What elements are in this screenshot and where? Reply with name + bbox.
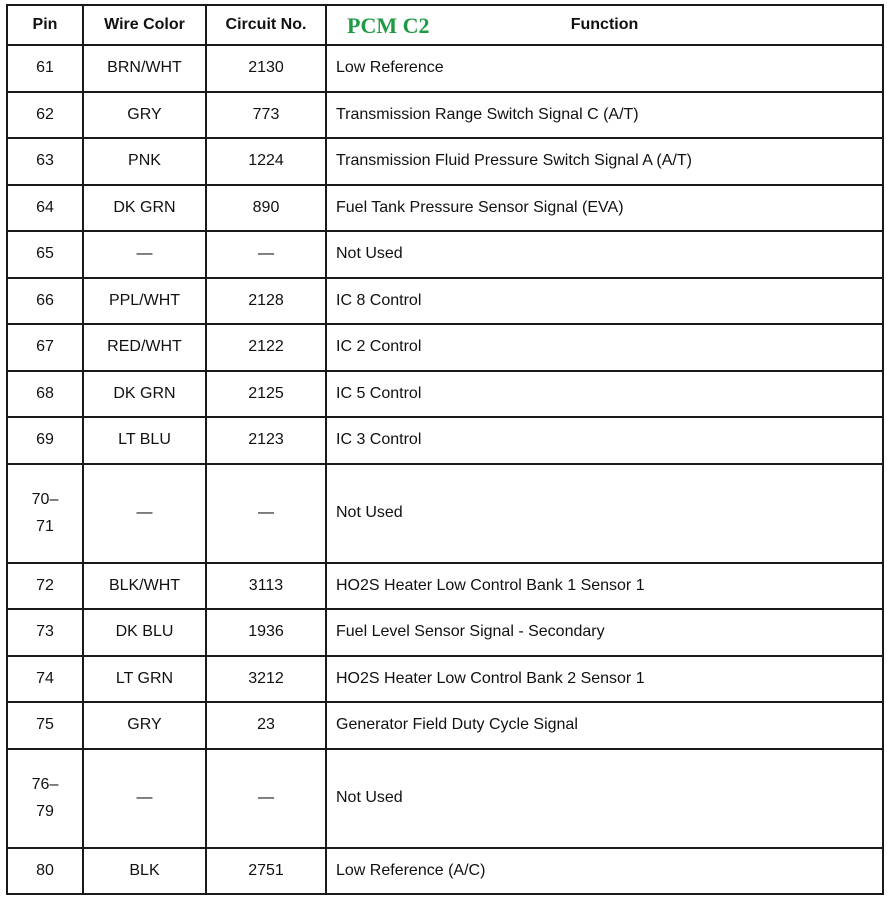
function-cell: IC 8 Control — [326, 278, 883, 325]
pin-cell: 73 — [7, 609, 83, 656]
table-row — [7, 749, 883, 848]
function-cell: Fuel Tank Pressure Sensor Signal (EVA) — [326, 185, 883, 232]
wire-color-cell: — — [83, 231, 206, 278]
function-cell: Low Reference (A/C) — [326, 848, 883, 895]
circuit-cell: 3212 — [206, 656, 326, 703]
circuit-cell: — — [206, 464, 326, 563]
function-cell: Fuel Level Sensor Signal - Secondary — [326, 609, 883, 656]
pin-cell: 65 — [7, 231, 83, 278]
circuit-cell: — — [206, 231, 326, 278]
header-function — [326, 5, 883, 45]
pin-cell: 61 — [7, 45, 83, 92]
circuit-cell: 23 — [206, 702, 326, 749]
circuit-cell: 2130 — [206, 45, 326, 92]
header-row — [7, 5, 883, 45]
wire-color-cell: — — [83, 749, 206, 848]
function-cell: Not Used — [326, 231, 883, 278]
header-function-label: Function — [570, 16, 639, 33]
table-row — [7, 848, 883, 895]
pin-cell: 69 — [7, 417, 83, 464]
pin-cell: 66 — [7, 278, 83, 325]
pin-cell: 80 — [7, 848, 83, 895]
function-cell: Transmission Range Switch Signal C (A/T) — [326, 92, 883, 139]
circuit-cell: 2751 — [206, 848, 326, 895]
pin-cell: 64 — [7, 185, 83, 232]
pin-cell: 72 — [7, 563, 83, 610]
header-pin: Pin — [7, 5, 83, 45]
wire-color-cell: BLK — [83, 848, 206, 895]
pin-cell — [7, 464, 83, 563]
wire-color-cell: BLK/WHT — [83, 563, 206, 610]
wire-color-cell: DK BLU — [83, 609, 206, 656]
function-cell: IC 3 Control — [326, 417, 883, 464]
pin-cell: 63 — [7, 138, 83, 185]
connector-label: PCM C2 — [347, 13, 430, 38]
pin-range: 76– 79 — [31, 776, 59, 820]
function-cell: Generator Field Duty Cycle Signal — [326, 702, 883, 749]
function-cell: HO2S Heater Low Control Bank 2 Sensor 1 — [326, 656, 883, 703]
wire-color-cell: PNK — [83, 138, 206, 185]
circuit-cell: 2123 — [206, 417, 326, 464]
circuit-cell: 2125 — [206, 371, 326, 418]
table-row — [7, 324, 883, 371]
wire-color-cell: DK GRN — [83, 185, 206, 232]
table-row — [7, 417, 883, 464]
wire-color-cell: LT GRN — [83, 656, 206, 703]
wire-color-cell: GRY — [83, 92, 206, 139]
table-row — [7, 656, 883, 703]
wire-color-cell: — — [83, 464, 206, 563]
table-row — [7, 231, 883, 278]
table-row — [7, 371, 883, 418]
pin-range: 70– 71 — [31, 491, 59, 535]
pin-cell: 75 — [7, 702, 83, 749]
table-row — [7, 185, 883, 232]
table-row — [7, 45, 883, 92]
table-row — [7, 138, 883, 185]
table-row — [7, 278, 883, 325]
wire-color-cell: GRY — [83, 702, 206, 749]
function-cell: Transmission Fluid Pressure Switch Signal A (A/T) — [326, 138, 883, 185]
circuit-cell: 1936 — [206, 609, 326, 656]
pin-cell: 68 — [7, 371, 83, 418]
circuit-cell: 773 — [206, 92, 326, 139]
table-row — [7, 464, 883, 563]
circuit-cell: 2122 — [206, 324, 326, 371]
wire-color-cell: LT BLU — [83, 417, 206, 464]
pin-cell — [7, 749, 83, 848]
function-cell: IC 2 Control — [326, 324, 883, 371]
function-cell: Not Used — [326, 749, 883, 848]
pin-cell: 67 — [7, 324, 83, 371]
circuit-cell: 1224 — [206, 138, 326, 185]
function-cell: IC 5 Control — [326, 371, 883, 418]
table-row — [7, 563, 883, 610]
pin-cell: 62 — [7, 92, 83, 139]
wire-color-cell: DK GRN — [83, 371, 206, 418]
header-wire-color: Wire Color — [83, 5, 206, 45]
function-cell: Not Used — [326, 464, 883, 563]
circuit-cell: 3113 — [206, 563, 326, 610]
header-circuit: Circuit No. — [206, 5, 326, 45]
function-cell: HO2S Heater Low Control Bank 1 Sensor 1 — [326, 563, 883, 610]
circuit-cell: 2128 — [206, 278, 326, 325]
pin-cell: 74 — [7, 656, 83, 703]
pinout-table — [6, 4, 884, 895]
wire-color-cell: PPL/WHT — [83, 278, 206, 325]
table-row — [7, 702, 883, 749]
table-row — [7, 92, 883, 139]
circuit-cell: — — [206, 749, 326, 848]
function-cell: Low Reference — [326, 45, 883, 92]
table-row — [7, 609, 883, 656]
wire-color-cell: BRN/WHT — [83, 45, 206, 92]
circuit-cell: 890 — [206, 185, 326, 232]
wire-color-cell: RED/WHT — [83, 324, 206, 371]
